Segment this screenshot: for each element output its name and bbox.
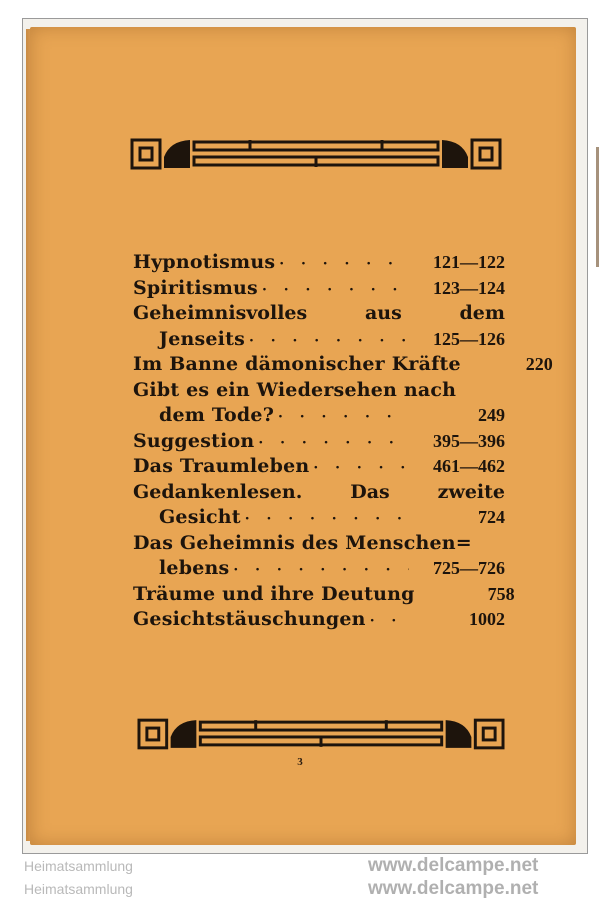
- toc-page: 220: [525, 354, 553, 374]
- toc-row: [133, 327, 505, 353]
- toc-row: [133, 556, 505, 582]
- toc-page: 1002: [469, 609, 505, 629]
- watermark-right: www.delcampe.net: [368, 878, 539, 899]
- toc-title-word: Gedankenlesen.: [133, 480, 303, 503]
- leader-dots: [245, 507, 409, 533]
- leader-dots: [313, 456, 409, 482]
- page-number: 3: [297, 756, 303, 768]
- toc-row: [133, 607, 505, 633]
- leader-dots: [233, 558, 409, 584]
- toc-row: [133, 352, 553, 378]
- toc-title: Gibt es ein Wiedersehen nach: [133, 378, 457, 401]
- toc-page: 123—124: [433, 277, 505, 298]
- toc-title: Das Geheimnis des Menschen=: [133, 531, 472, 554]
- watermark-left: Heimatsammlung: [24, 881, 133, 897]
- toc-title-continuation: dem Tode?: [159, 404, 275, 426]
- toc-page: 125—126: [433, 328, 505, 349]
- toc-row: [133, 250, 505, 276]
- toc-title-word: aus: [364, 302, 402, 324]
- toc-title-word: dem: [459, 302, 505, 324]
- toc-page: 725—726: [433, 558, 505, 578]
- toc-page: 461—462: [433, 456, 505, 476]
- toc-page: 395—396: [433, 430, 505, 451]
- toc-title-continuation: lebens: [159, 557, 230, 579]
- toc-title: Das Traumleben: [133, 455, 310, 477]
- leader-dots: [278, 405, 409, 431]
- watermark-right: www.delcampe.net: [368, 855, 539, 876]
- toc-title: Im Banne dämonischer Kräfte: [133, 353, 461, 375]
- table-of-contents: [133, 250, 553, 633]
- toc-page: 758: [487, 583, 515, 604]
- toc-title: Träume und ihre Deutung: [133, 582, 415, 605]
- toc-title-word: Das: [350, 480, 390, 503]
- toc-row: [133, 403, 505, 429]
- toc-row: [133, 301, 505, 327]
- toc-page: 724: [478, 507, 505, 527]
- toc-title-continuation: Jenseits: [159, 327, 245, 350]
- toc-title: Hypnotismus: [133, 251, 276, 273]
- toc-row: [133, 276, 505, 302]
- leader-dots: [279, 252, 409, 278]
- leader-dots: [258, 431, 409, 457]
- toc-row: [133, 454, 505, 480]
- toc-page: 249: [478, 405, 505, 425]
- toc-row: [133, 480, 505, 506]
- toc-title-continuation: Gesicht: [159, 506, 241, 528]
- toc-title: Suggestion: [133, 429, 255, 452]
- toc-title: Spiritismus: [133, 276, 258, 299]
- toc-row: [133, 505, 505, 531]
- toc-title-word: Geheimnisvolles: [133, 302, 308, 324]
- bottom-ornament: [137, 717, 505, 751]
- toc-row: [133, 378, 505, 404]
- toc-page: 121—122: [433, 252, 505, 272]
- leader-dots: [249, 329, 409, 355]
- toc-row: [133, 582, 515, 608]
- toc-title: Gesichtstäuschungen: [133, 608, 366, 630]
- leader-dots: [262, 278, 409, 304]
- spine-shadow: [596, 147, 599, 267]
- watermark-left: Heimatsammlung: [24, 858, 133, 874]
- toc-title-word: zweite: [437, 480, 505, 503]
- leader-dots: [370, 609, 409, 635]
- toc-row: [133, 531, 505, 557]
- toc-row: [133, 429, 505, 455]
- top-ornament: [130, 137, 502, 171]
